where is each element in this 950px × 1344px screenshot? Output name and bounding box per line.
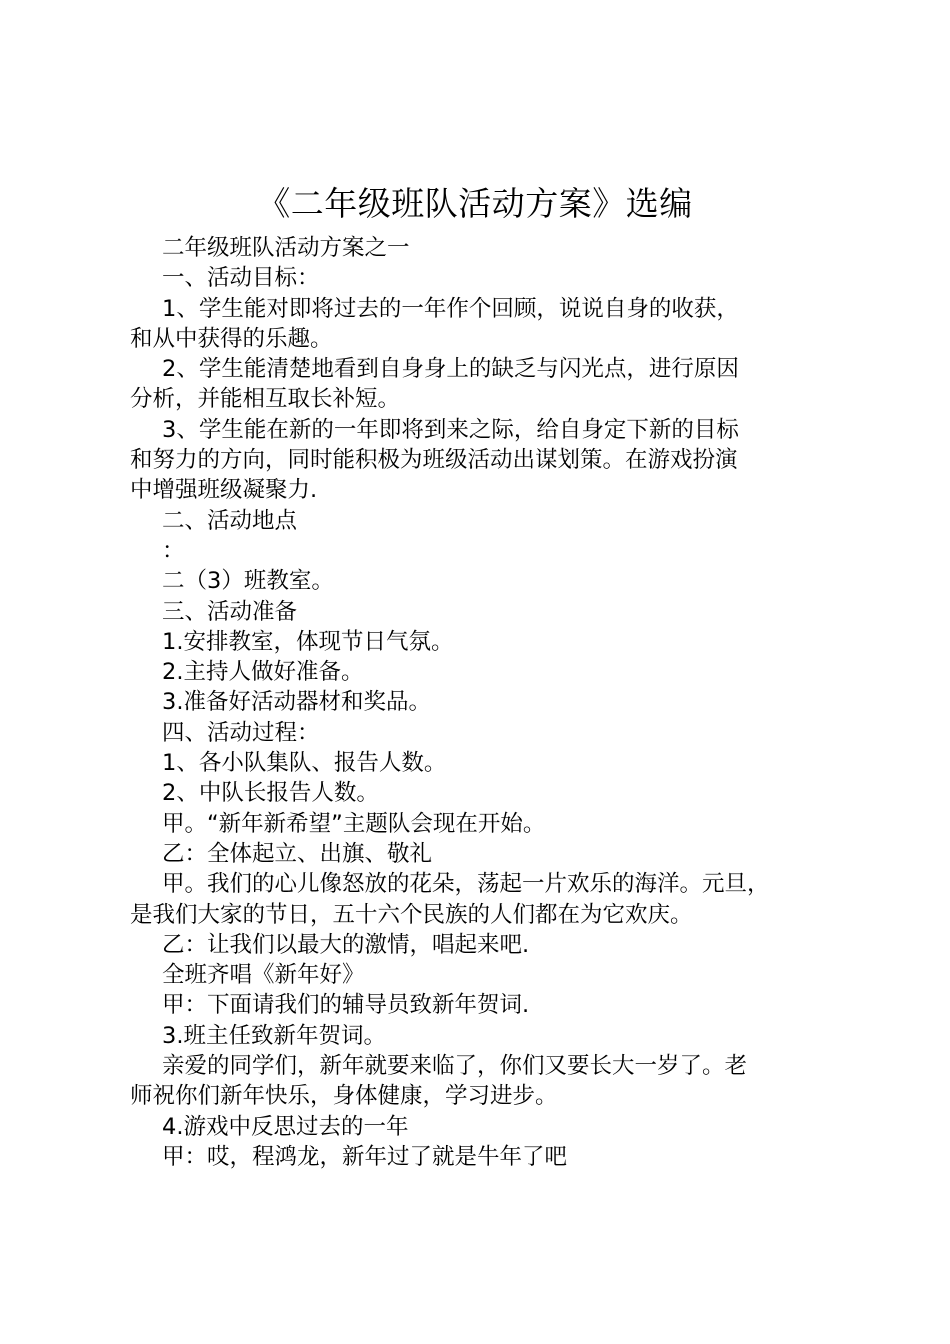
text-line: 二年级班队活动方案之一 <box>162 235 410 261</box>
text-line: 4.游戏中反思过去的一年 <box>162 1113 409 1140</box>
text-line: 中增强班级凝聚力. <box>130 477 318 504</box>
document-body <box>130 233 830 1172</box>
text-line: 3.准备好活动器材和奖品。 <box>162 689 431 716</box>
text-line: 2、中队长报告人数。 <box>162 780 379 807</box>
text-line: ： <box>162 537 185 564</box>
text-line: 和努力的方向，同时能积极为班级活动出谋划策。在游戏扮演 <box>130 447 738 474</box>
text-line: 甲。我们的心儿像怒放的花朵，荡起一片欢乐的海洋。元旦， <box>162 871 770 898</box>
text-line: 甲：哎，程鸿龙，新年过了就是牛年了吧 <box>162 1143 568 1170</box>
text-line: 1、各小队集队、报告人数。 <box>162 750 447 777</box>
text-line: 甲：下面请我们的辅导员致新年贺词. <box>162 992 530 1019</box>
text-line: 三、活动准备 <box>162 598 298 625</box>
text-line: 甲。“新年新希望”主题队会现在开始。 <box>162 810 546 837</box>
text-line: 2、学生能清楚地看到自身身上的缺乏与闪光点，进行原因 <box>162 356 739 383</box>
text-line: 是我们大家的节日，五十六个民族的人们都在为它欢庆。 <box>130 901 693 928</box>
text-line: 四、活动过程： <box>162 719 320 746</box>
document-title: 《二年级班队活动方案》选编 <box>257 184 693 223</box>
text-line: 一、活动目标： <box>162 265 320 292</box>
text-line: 乙：让我们以最大的激情，唱起来吧. <box>162 931 530 958</box>
text-line: 1、学生能对即将过去的一年作个回顾，说说自身的收获， <box>162 295 739 322</box>
text-line: 3.班主任致新年贺词。 <box>162 1022 386 1049</box>
text-line: 乙：全体起立、出旗、敬礼 <box>162 840 433 867</box>
text-line: 师祝你们新年快乐，身体健康，学习进步。 <box>130 1083 558 1110</box>
text-line: 1.安排教室，体现节日气氛。 <box>162 628 454 655</box>
text-line: 3、学生能在新的一年即将到来之际，给自身定下新的目标 <box>162 416 739 443</box>
text-line: 亲爱的同学们，新年就要来临了，你们又要长大一岁了。老 <box>162 1053 748 1080</box>
text-line: 全班齐唱《新年好》 <box>162 962 365 989</box>
text-line: 二、活动地点 <box>162 507 298 534</box>
text-line: 二（3）班教室。 <box>162 568 334 595</box>
text-line: 2.主持人做好准备。 <box>162 659 364 686</box>
text-line: 分析，并能相互取长补短。 <box>130 386 401 413</box>
text-line: 和从中获得的乐趣。 <box>130 325 333 352</box>
